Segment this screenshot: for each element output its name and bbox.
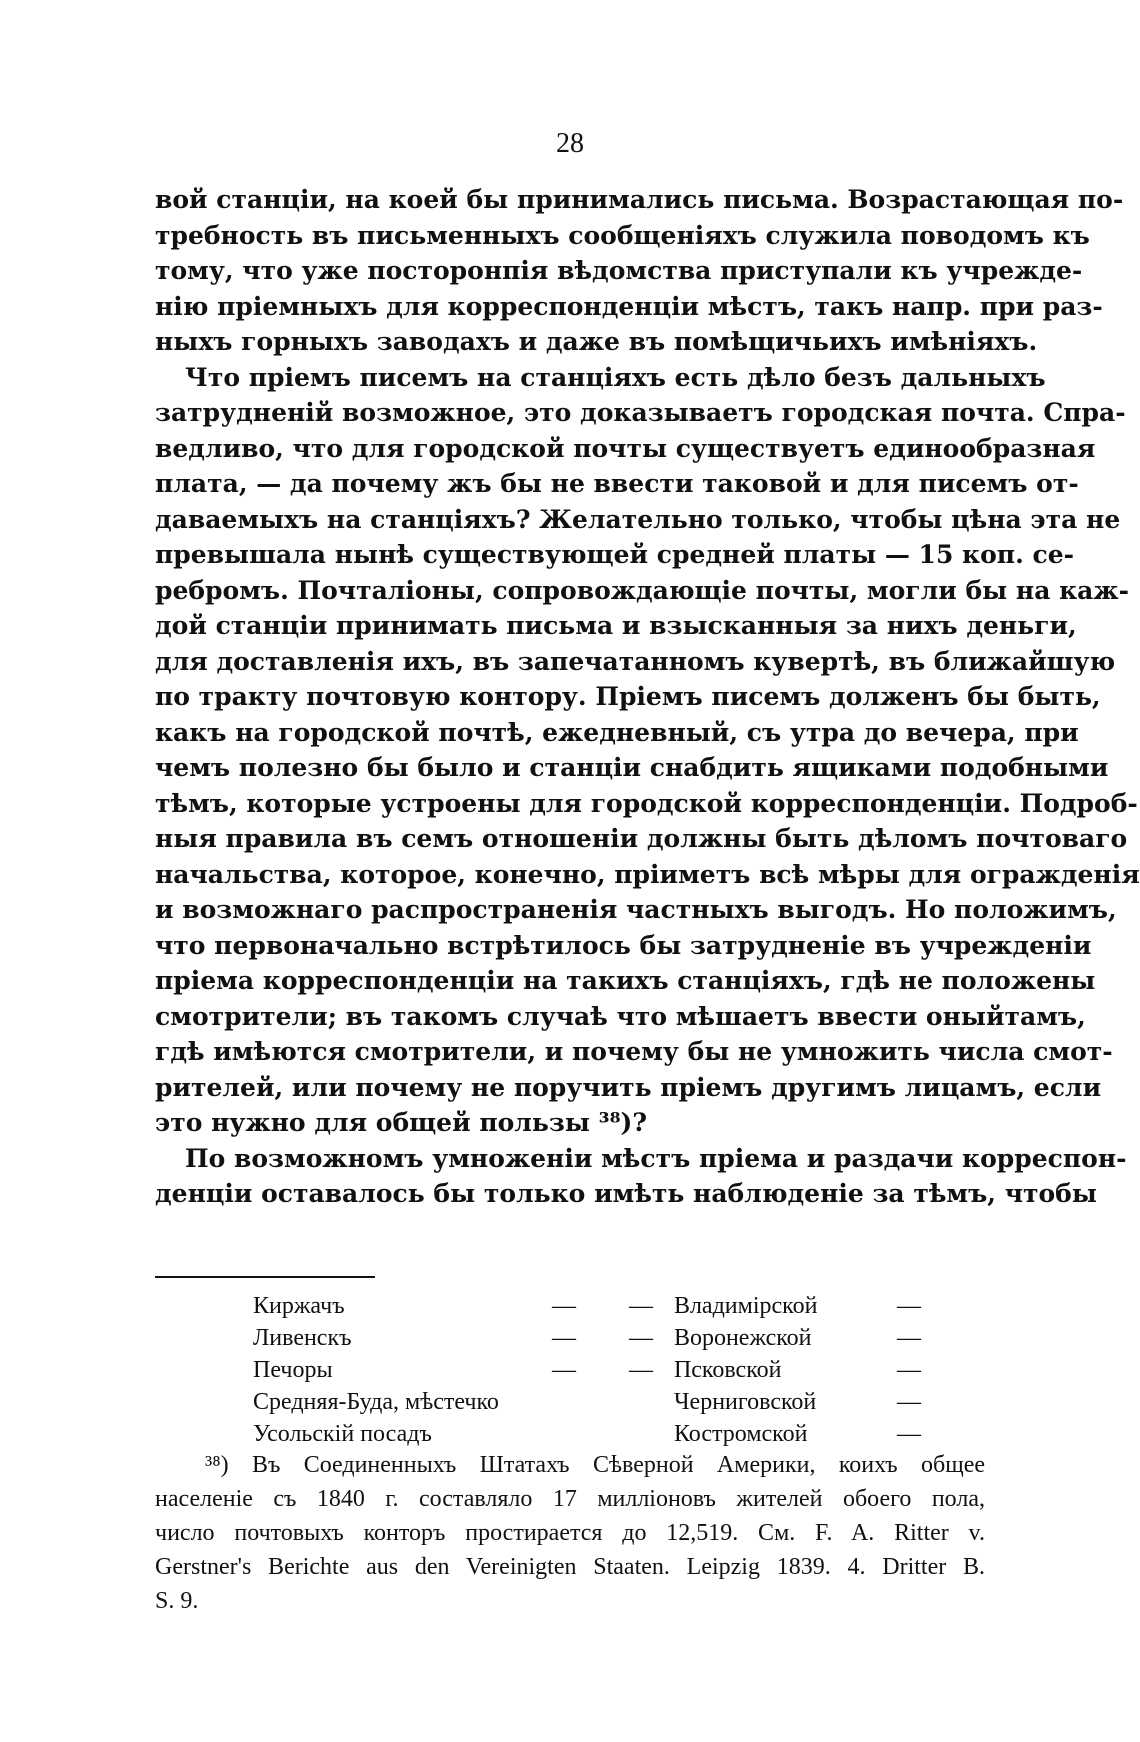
footnote-line: S. 9.: [155, 1588, 199, 1614]
text-line: превышала нынѣ существующей средней платы — 15 коп. се-: [155, 540, 1074, 569]
table-row: [253, 1354, 929, 1386]
text-line: пріема корреспонденціи на такихъ станціяхъ, гдѣ не положены: [155, 966, 1096, 995]
dash-cell: —: [551, 1293, 576, 1319]
place-name: Киржачъ: [253, 1293, 345, 1319]
text-line: это нужно для общей пользы ³⁸)?: [155, 1108, 647, 1137]
text-line: ныхъ горныхъ заводахъ и даже въ помѣщичьихъ имѣніяхъ.: [155, 327, 1038, 356]
table-row: [253, 1290, 929, 1322]
province-name: Черниговской: [673, 1389, 817, 1415]
place-name: Печоры: [253, 1357, 333, 1383]
province-name: Воронежской: [673, 1325, 812, 1351]
text-line: тѣмъ, которые устроены для городской корреспонденціи. Подроб-: [155, 788, 1138, 818]
footnote-line: ³⁸) Въ Соединенныхъ Штатахъ Сѣверной Америки, коихъ общее: [205, 1452, 985, 1478]
table-row: [253, 1418, 929, 1450]
text-line: плата, — да почему жъ бы не ввести таковой и для писемъ от-: [155, 469, 1079, 498]
dash-cell: —: [896, 1293, 921, 1319]
dash-cell: —: [896, 1389, 921, 1415]
dash-cell: —: [896, 1357, 921, 1383]
text-line: По возможномъ умноженіи мѣстъ пріема и раздачи корреспон-: [185, 1143, 1127, 1173]
text-line: рителей, или почему не поручить пріемъ другимъ лицамъ, если: [155, 1072, 1102, 1102]
text-line: гдѣ имѣются смотрители, и почему бы не умножить числа смот-: [155, 1037, 1113, 1066]
text-line: чемъ полезно бы было и станціи снабдить ящиками подобными: [155, 753, 1109, 782]
dash-cell: [499, 1418, 629, 1450]
footnote-line: число почтовыхъ конторъ простирается до 12,519. См. F. A. Ritter v.: [155, 1520, 985, 1546]
footnote-divider: [155, 1276, 375, 1278]
text-line: даваемыхъ на станціяхъ? Желательно только, чтобы цѣна эта не: [155, 504, 1121, 534]
text-line: тому, что уже посторонпія вѣдомства приступали къ учрежде-: [155, 256, 1083, 285]
text-line: ныя правила въ семъ отношеніи должны быть дѣломъ почтоваго: [155, 824, 1128, 853]
province-name: Псковской: [673, 1357, 782, 1383]
footnote: [155, 1448, 985, 1618]
province-name: Костромской: [673, 1421, 808, 1447]
text-line: требность въ письменныхъ сообщеніяхъ служила поводомъ къ: [155, 220, 1090, 250]
dash-cell: —: [551, 1325, 576, 1351]
table-row: [253, 1322, 929, 1354]
page-number: 28: [556, 128, 584, 159]
text-line: ребромъ. Почталіоны, сопровождающіе почты, могли бы на каж-: [155, 575, 1129, 605]
dash-cell: [629, 1418, 674, 1450]
text-line: какъ на городской почтѣ, ежедневный, съ утра до вечера, при: [155, 717, 1079, 747]
dash-cell: —: [628, 1325, 653, 1351]
text-line: ведливо, что для городской почты существуетъ единообразная: [155, 433, 1096, 463]
text-line: смотрители; въ такомъ случаѣ что мѣшаетъ ввести оныйтамъ,: [155, 1001, 1086, 1031]
dash-cell: [499, 1386, 629, 1418]
dash-cell: —: [628, 1357, 653, 1383]
text-line: дой станціи принимать письма и взысканныя за нихъ деньги,: [155, 611, 1077, 640]
text-line: что первоначально встрѣтилось бы затрудненіе въ учрежденіи: [155, 930, 1092, 960]
province-name: Владимірской: [673, 1293, 818, 1319]
text-line: начальства, которое, конечно, пріиметъ всѣ мѣры для огражденія: [155, 859, 1140, 889]
place-table: [253, 1290, 929, 1450]
text-line: Что пріемъ писемъ на станціяхъ есть дѣло безъ дальныхъ: [185, 362, 1046, 392]
place-name: Ливенскъ: [253, 1325, 352, 1351]
place-name: Средняя-Буда, мѣстечко: [253, 1389, 499, 1415]
dash-cell: —: [628, 1293, 653, 1319]
text-line: денціи оставалось бы только имѣть наблюденіе за тѣмъ, чтобы: [155, 1179, 1097, 1208]
dash-cell: —: [896, 1325, 921, 1351]
text-line: для доставленія ихъ, въ запечатанномъ кувертѣ, въ ближайшую: [155, 646, 1116, 676]
text-line: затрудненій возможное, это доказываетъ городская почта. Спра-: [155, 398, 1126, 427]
dash-cell: —: [551, 1357, 576, 1383]
body-text: [155, 182, 1140, 1212]
text-line: и возможнаго распространенія частныхъ выгодъ. Но положимъ,: [155, 895, 1117, 924]
table-row: [253, 1386, 929, 1418]
text-line: нію пріемныхъ для корреспонденціи мѣстъ, такъ напр. при раз-: [155, 291, 1103, 321]
dash-cell: [629, 1386, 674, 1418]
footnote-line: населеніе съ 1840 г. составляло 17 милліоновъ жителей обоего пола,: [155, 1486, 985, 1512]
place-name: Усольскій посадъ: [253, 1421, 432, 1447]
text-line: по тракту почтовую контору. Пріемъ писемъ долженъ бы быть,: [155, 682, 1101, 711]
footnote-line: Gerstner's Berichte aus den Vereinigten Staaten. Leipzig 1839. 4. Dritter B.: [155, 1554, 985, 1580]
dash-cell: —: [896, 1421, 921, 1447]
text-line: вой станціи, на коей бы принимались письма. Возрастающая по-: [155, 185, 1124, 214]
